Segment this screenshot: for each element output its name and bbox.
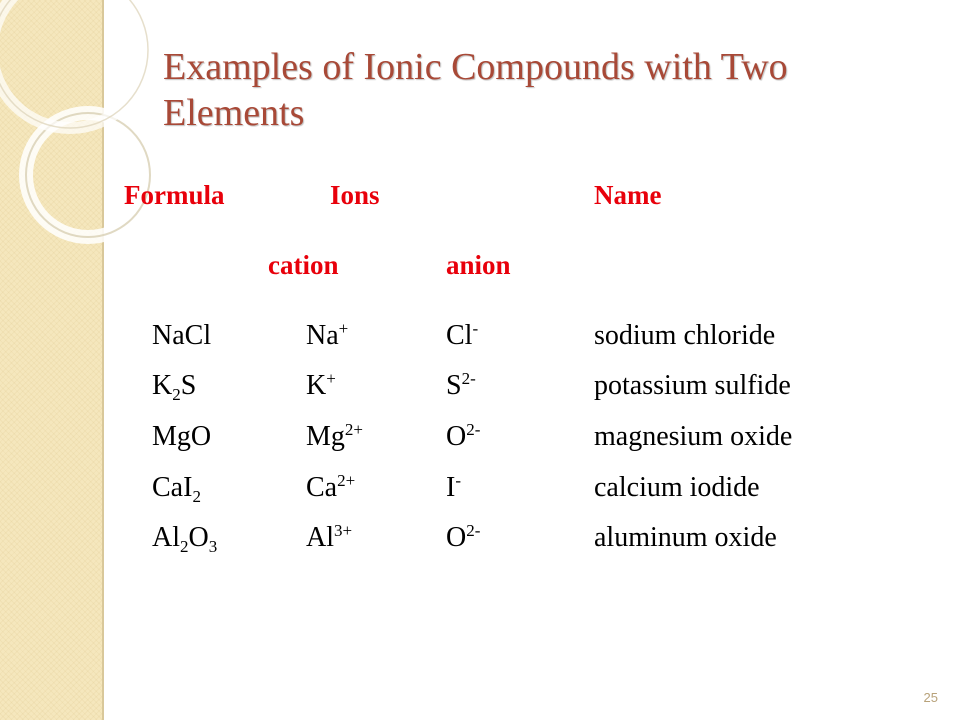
compound-name-cell: sodium chloride [594, 320, 776, 351]
charge-superscript: - [455, 471, 461, 490]
subscript: 2 [192, 487, 201, 506]
subscript: 2 [180, 537, 189, 556]
symbol-text: K [306, 370, 327, 401]
header-formula: Formula [124, 180, 225, 210]
symbol-text: Al [152, 522, 180, 553]
anion-cell [446, 472, 461, 504]
anion-cell [446, 421, 480, 453]
cation-cell [306, 472, 355, 504]
subscript: 3 [208, 537, 218, 556]
symbol-text: Cl [446, 320, 473, 351]
header-anion: anion [446, 250, 511, 280]
anion-cell [446, 320, 478, 352]
formula-cell [152, 421, 211, 453]
charge-superscript: 2- [466, 420, 481, 439]
charge-superscript: 2+ [337, 471, 356, 490]
charge-superscript: 2+ [344, 420, 363, 439]
compound-name-cell: aluminum oxide [594, 522, 777, 553]
header-cation: cation [268, 250, 339, 280]
symbol-text: I [446, 472, 456, 503]
anion-cell [446, 522, 480, 554]
charge-superscript: 3+ [334, 521, 353, 540]
symbol-text: K [152, 370, 173, 401]
header-ions: Ions [330, 180, 380, 210]
charge-superscript: 2- [466, 521, 481, 540]
symbol-text: Al [306, 522, 334, 553]
cation-cell [306, 522, 352, 554]
formula-cell [152, 522, 217, 554]
page-number: 25 [923, 690, 938, 705]
symbol-text: Na [306, 320, 339, 351]
formula-cell [152, 472, 201, 504]
symbol-text: O [188, 522, 209, 553]
compound-name-cell: calcium iodide [594, 472, 760, 503]
symbol-text: MgO [152, 421, 212, 452]
compound-name-cell: magnesium oxide [594, 421, 793, 452]
header-name: Name [594, 180, 662, 210]
symbol-text: S [180, 370, 197, 401]
symbol-text: O [446, 522, 467, 553]
charge-superscript: - [472, 319, 479, 338]
symbol-text: NaCl [152, 320, 212, 351]
formula-cell [152, 320, 211, 352]
decorative-circles [0, 0, 170, 300]
symbol-text: Mg [306, 421, 345, 452]
formula-cell [152, 370, 196, 402]
charge-superscript: + [326, 369, 336, 388]
charge-superscript: 2- [461, 369, 476, 388]
symbol-text: S [446, 370, 462, 401]
subscript: 2 [172, 385, 181, 404]
symbol-text: O [446, 421, 467, 452]
symbol-text: Ca [306, 472, 338, 503]
symbol-text: CaI [152, 472, 193, 503]
cation-cell [306, 421, 363, 453]
cation-cell [306, 370, 336, 402]
anion-cell [446, 370, 476, 402]
cation-cell [306, 320, 348, 352]
charge-superscript: + [338, 319, 349, 338]
compound-name-cell: potassium sulfide [594, 370, 791, 401]
slide-title: Examples of Ionic Compounds with Two Elements [163, 46, 788, 134]
